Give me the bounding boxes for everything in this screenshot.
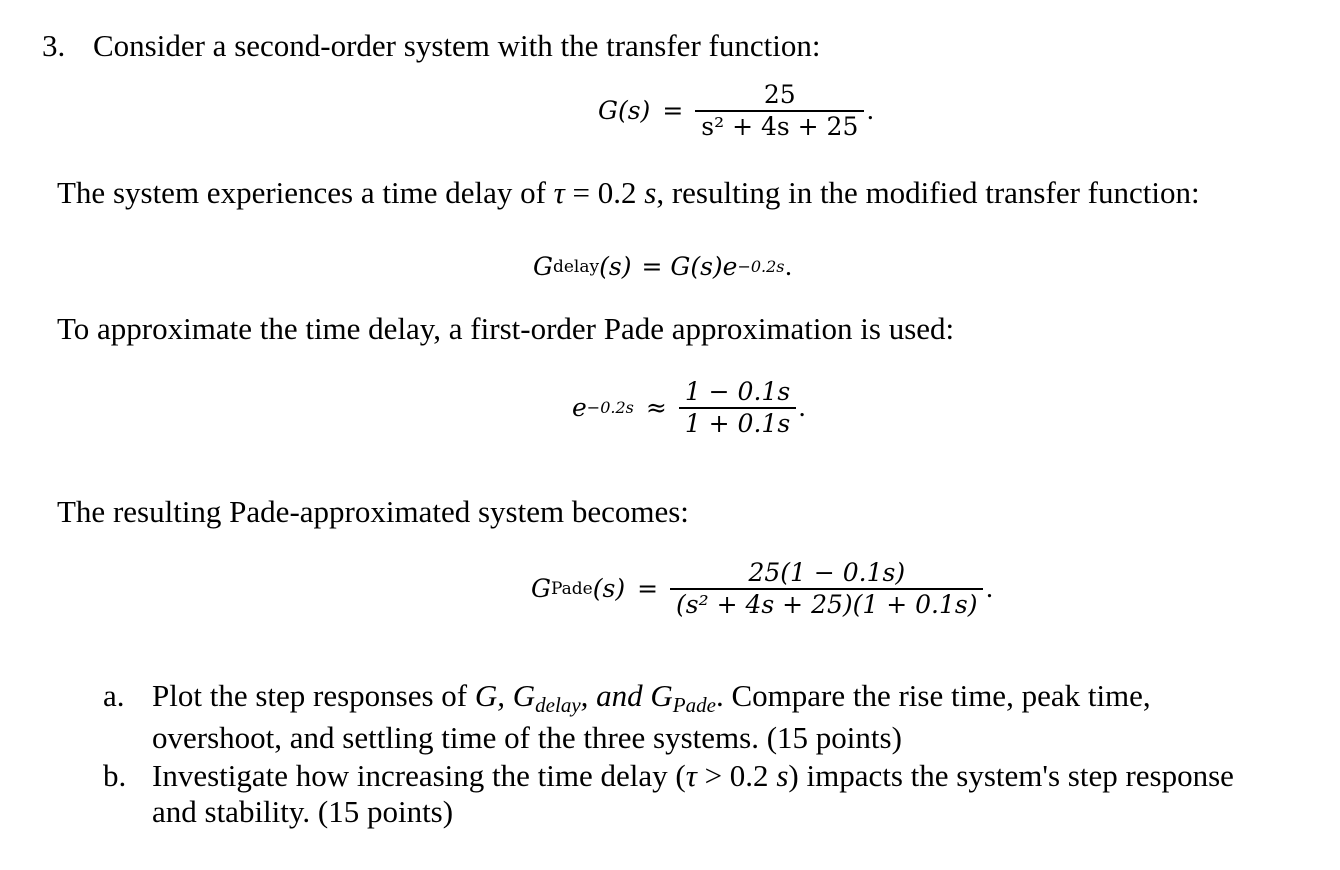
eq-pade-sub: Pade: [550, 578, 593, 599]
eq-delay-rhs: = G(s)e: [641, 252, 738, 281]
eq-delay-exp: −0.2s: [737, 257, 785, 276]
part-a-line2: overshoot, and settling time of the three systems. (15 points): [152, 720, 902, 755]
eq-approx-sign: ≈: [645, 393, 667, 423]
delay-before: The system experiences a time delay of: [57, 175, 554, 210]
part-a-mid: , and G: [580, 678, 673, 713]
eq-delay-end: .: [784, 252, 793, 281]
part-b-tau: τ: [685, 758, 697, 793]
part-b-line1: [152, 760, 1234, 791]
equation-delay: [533, 252, 792, 281]
part-a-text1: Compare the rise time, peak time,: [731, 678, 1151, 713]
eq-delay-arg: (s): [599, 252, 632, 281]
eq-g-fraction: [695, 80, 864, 142]
part-b-gt: > 0.2: [696, 758, 777, 793]
eq-approx-end: .: [798, 393, 807, 423]
eq-pade-denominator: (s² + 4s + 25)(1 + 0.1s): [676, 589, 978, 619]
equation-pade-approx: [572, 377, 806, 439]
part-a-label: a.: [103, 678, 125, 713]
eq-g-end: .: [866, 96, 875, 126]
delay-tau: τ: [553, 175, 565, 210]
pade-intro: To approximate the time delay, a first-order Pade approximation is used:: [57, 311, 955, 346]
part-a-dot: .: [715, 678, 732, 713]
eq-g-lhs: G(s): [598, 96, 651, 126]
part-b-line2: and stability. (15 points): [152, 794, 454, 829]
delay-after: , resulting in the modified transfer function:: [656, 175, 1200, 210]
eq-pade-fraction: [670, 558, 983, 620]
equation-g: [598, 80, 874, 142]
eq-pade-numerator: 25(1 − 0.1s): [748, 558, 906, 587]
delay-sentence: [57, 177, 1200, 208]
eq-approx-fraction: [679, 377, 796, 439]
eq-delay-sub: delay: [552, 256, 600, 277]
eq-approx-e: e: [572, 393, 587, 423]
part-b-label: b.: [103, 758, 127, 793]
eq-g-denominator: s² + 4s + 25: [701, 111, 859, 141]
part-a-lead: Plot the step responses of: [152, 678, 475, 713]
part-a-sub-pade: Pade: [672, 693, 716, 717]
eq-pade-end: .: [985, 574, 994, 604]
eq-approx-numerator: 1 − 0.1s: [684, 377, 791, 406]
part-b-tail: ) impacts the system's step response: [788, 758, 1234, 793]
part-b-lead: Investigate how increasing the time delay (: [152, 758, 686, 793]
delay-unit: s: [644, 175, 657, 210]
eq-g-equals: =: [662, 96, 684, 126]
eq-pade-g: G: [531, 574, 551, 604]
delay-equals: = 0.2: [564, 175, 645, 210]
eq-approx-exp: −0.2s: [586, 398, 634, 418]
part-a-symbols: G, G: [474, 678, 536, 713]
part-b-unit: s: [776, 758, 789, 793]
eq-pade-arg: (s): [592, 574, 626, 604]
result-intro: The resulting Pade-approximated system becomes:: [57, 494, 689, 529]
eq-approx-denominator: 1 + 0.1s: [684, 408, 791, 438]
part-a-sub-delay: delay: [535, 693, 581, 717]
problem-intro: Consider a second-order system with the transfer function:: [93, 28, 821, 63]
eq-delay-g: G: [533, 252, 553, 281]
eq-pade-equals: =: [637, 574, 659, 604]
eq-g-numerator: 25: [763, 80, 796, 109]
part-a-line1: [152, 680, 1151, 716]
problem-number: 3.: [42, 28, 66, 63]
equation-pade-system: [531, 558, 993, 620]
